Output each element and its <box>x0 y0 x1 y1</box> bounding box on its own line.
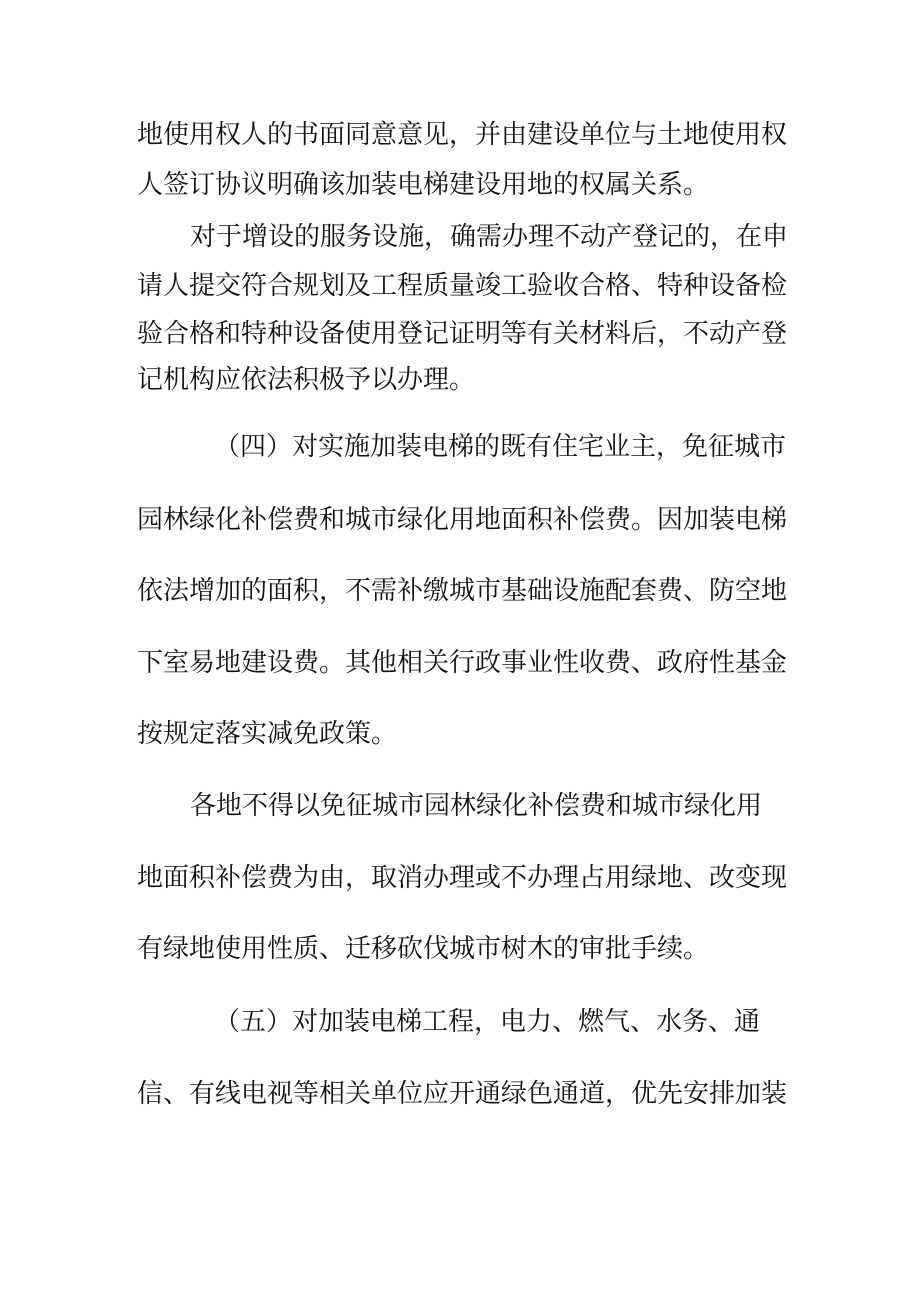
text-line: 园林绿化补偿费和城市绿化用地面积补偿费。因加装电梯 <box>137 505 788 535</box>
text-line: 信、有线电视等相关单位应开通绿色通道，优先安排加装 <box>137 1079 788 1109</box>
text-line: 请人提交符合规划及工程质量竣工验收合格、特种设备检 <box>137 271 788 301</box>
text-line: 记机构应依法积极予以办理。 <box>137 365 476 395</box>
section-heading-5: （五）对加装电梯工程，电力、燃气、水务、通 <box>214 1007 761 1037</box>
text-line: 依法增加的面积，不需补缴城市基础设施配套费、防空地 <box>137 576 788 606</box>
text-line: 人签订协议明确该加装电梯建设用地的权属关系。 <box>137 170 710 200</box>
paragraph-first-line: 对于增设的服务设施，确需办理不动产登记的，在申 <box>190 222 789 252</box>
paragraph-first-line: 各地不得以免征城市园林绿化补偿费和城市绿化用 <box>190 791 763 821</box>
text-line: 地使用权人的书面同意意见，并由建设单位与土地使用权 <box>137 120 788 150</box>
text-line: 验合格和特种设备使用登记证明等有关材料后，不动产登 <box>137 319 788 349</box>
text-line: 下室易地建设费。其他相关行政事业性收费、政府性基金 <box>137 648 788 678</box>
text-line: 地面积补偿费为由，取消办理或不办理占用绿地、改变现 <box>137 863 788 893</box>
section-heading-4: （四）对实施加装电梯的既有住宅业主，免征城市 <box>214 432 787 462</box>
text-line: 有绿地使用性质、迁移砍伐城市树木的审批手续。 <box>137 934 710 964</box>
text-line: 按规定落实减免政策。 <box>137 719 398 749</box>
